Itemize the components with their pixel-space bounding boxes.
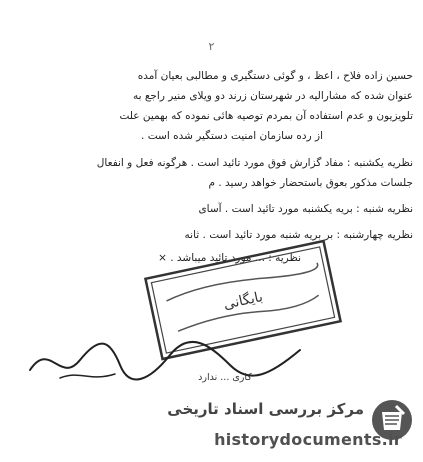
document-line-8: نظریه چهارشنبه : بر بریه شنبه مورد تائید است . ثانه <box>184 229 413 241</box>
document-line-4: از رده سازمان امنیت دستگیر شده است . <box>141 130 323 142</box>
document-line-2: عنوان شده که مشارالیه در شهرستان زرند دو ویلای منیر راجع به <box>132 90 413 102</box>
stamp-text: بایگانی <box>222 289 265 313</box>
document-line-6: جلسات مذکور بعوق باستحضار خواهد رسید . م <box>208 177 413 189</box>
watermark <box>150 392 420 460</box>
watermark-title: مرکز بررسی اسناد تاریخی <box>167 400 364 418</box>
watermark-url: historydocuments.ir <box>214 430 402 449</box>
document-line-5: نظریه یکشنبه : مفاد گزارش فوق مورد تائید است . هرگونه فعل و انفعال <box>96 157 413 169</box>
document-line-7: نظریه شنبه : بریه یکشنبه مورد تائید است . آسای <box>198 203 413 215</box>
page-header-number: ۲ <box>208 40 215 53</box>
document-line-1: حسین زاده فلاح ، اعظ ، و گوئی دستگیری و مطالبی بعیان آمده <box>137 70 413 82</box>
signature-caption: کاری ... ندارد <box>198 372 252 383</box>
document-line-9: نظریه : ... مورد تائید میباشد . × <box>158 252 301 264</box>
document-line-3: تلویزیون و عدم استفاده آن بمردم توصیه هائی نموده که بهمین علت <box>119 110 413 122</box>
